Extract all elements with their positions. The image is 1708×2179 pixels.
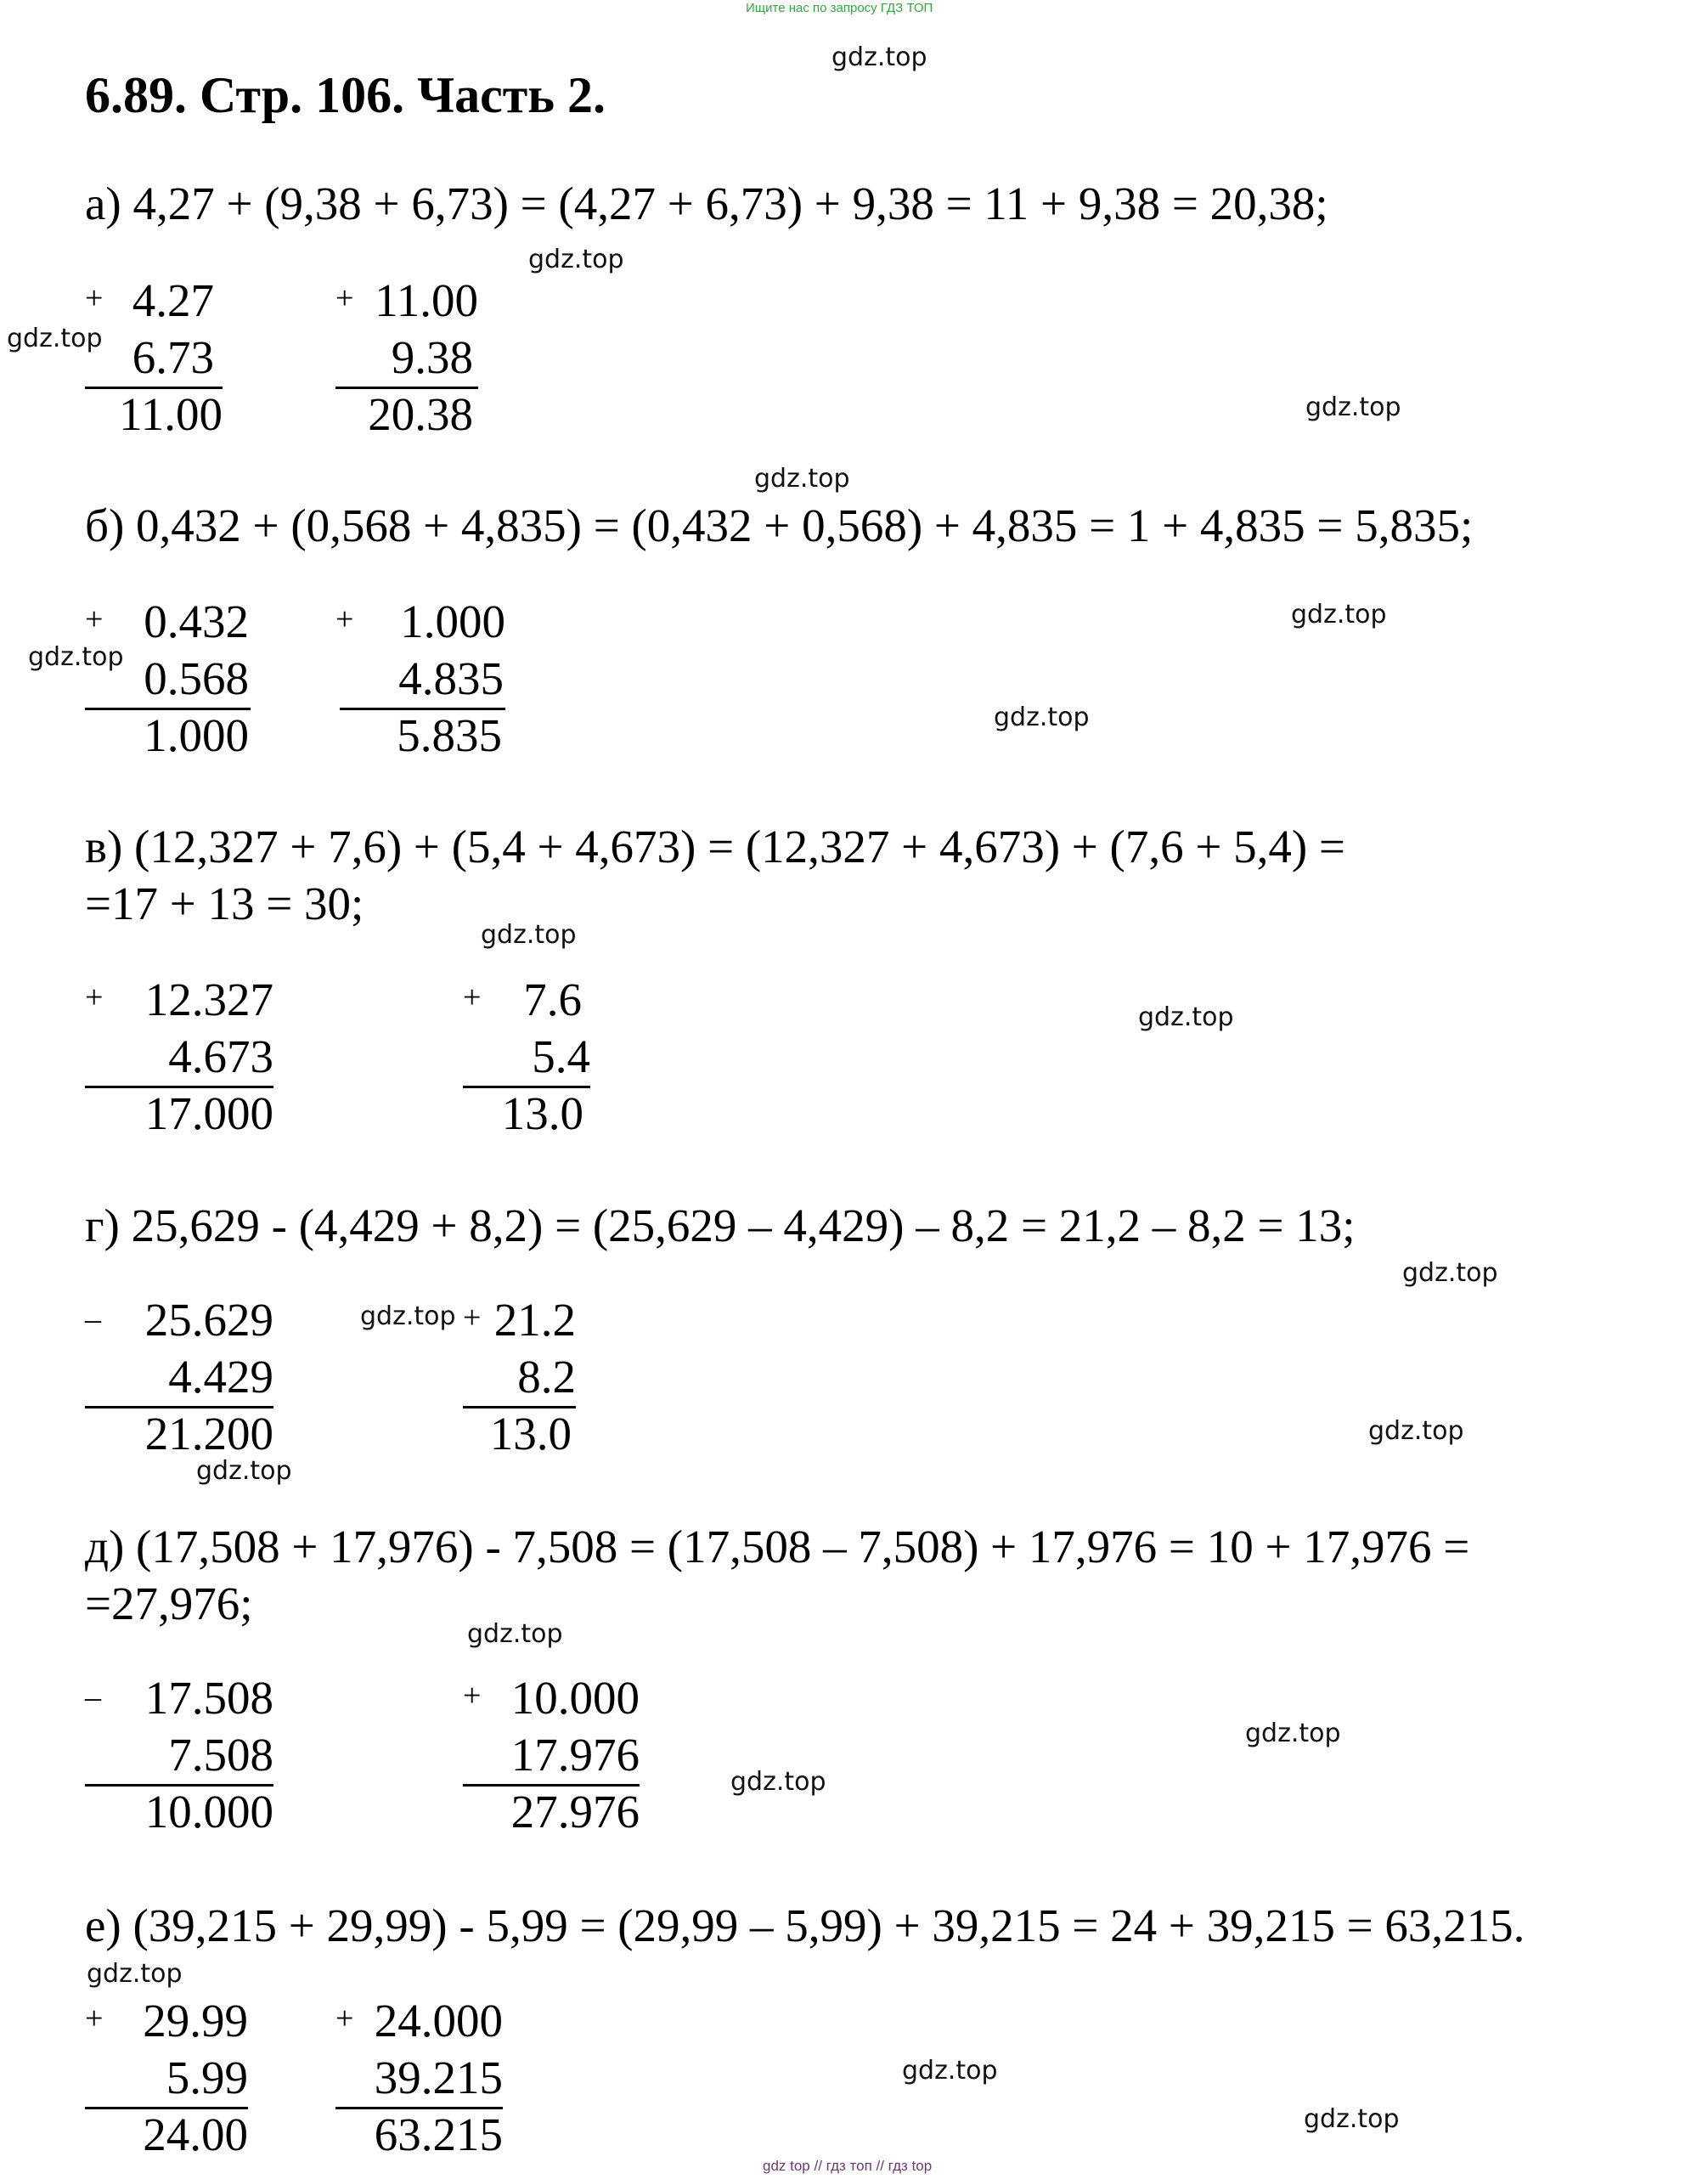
operand-bottom: 0.568 bbox=[144, 652, 249, 704]
watermark: gdz.top bbox=[730, 1767, 826, 1797]
watermark: gdz.top bbox=[754, 464, 850, 494]
operator-sign: + bbox=[85, 979, 104, 1015]
operand-top: 25.629 bbox=[144, 1294, 273, 1346]
result: 17.000 bbox=[144, 1087, 273, 1139]
operand-bottom: 5.4 bbox=[532, 1030, 590, 1082]
watermark: gdz.top bbox=[196, 1456, 292, 1486]
equation-g: г) 25,629 - (4,429 + 8,2) = (25,629 – 4,429) – 8,2 = 21,2 – 8,2 = 13; bbox=[85, 1200, 1356, 1251]
watermark: gdz.top bbox=[1402, 1258, 1498, 1288]
operator-sign: + bbox=[85, 601, 104, 637]
operand-top: 11.00 bbox=[375, 274, 478, 326]
operator-sign: + bbox=[335, 2001, 354, 2036]
operator-sign: + bbox=[463, 979, 482, 1015]
result: 13.0 bbox=[489, 1408, 572, 1459]
result: 10.000 bbox=[144, 1786, 273, 1837]
operand-top: 0.432 bbox=[144, 596, 249, 647]
operand-bottom: 4.835 bbox=[398, 652, 504, 704]
watermark: gdz.top bbox=[994, 703, 1090, 732]
watermark: gdz.top bbox=[7, 324, 103, 353]
operator-sign: – bbox=[85, 1679, 101, 1715]
result: 63.215 bbox=[374, 2108, 503, 2160]
operand-bottom: 39.215 bbox=[374, 2052, 503, 2103]
result: 20.38 bbox=[368, 388, 473, 440]
equation-d-line1: д) (17,508 + 17,976) - 7,508 = (17,508 – 7,508) + 17,976 = 10 + 17,976 = bbox=[85, 1521, 1470, 1572]
equation-a: а) 4,27 + (9,38 + 6,73) = (4,27 + 6,73) + 9,38 = 11 + 9,38 = 20,38; bbox=[85, 178, 1328, 229]
result: 24.00 bbox=[143, 2108, 248, 2160]
operand-bottom: 8.2 bbox=[517, 1351, 576, 1403]
operand-top: 29.99 bbox=[143, 1995, 248, 2046]
column-addition-a2 bbox=[335, 272, 478, 443]
result: 1.000 bbox=[144, 709, 249, 761]
operand-top: 24.000 bbox=[374, 1995, 503, 2046]
column-addition-g2 bbox=[463, 1291, 576, 1462]
operand-bottom: 17.976 bbox=[510, 1729, 640, 1781]
operator-sign: + bbox=[463, 1300, 482, 1335]
operand-bottom: 6.73 bbox=[132, 331, 214, 383]
column-addition-d2 bbox=[463, 1669, 640, 1840]
footer-links[interactable]: gdz top // гдз топ // гдз top bbox=[763, 2158, 933, 2174]
column-addition-e1 bbox=[85, 1992, 248, 2163]
column-addition-a1 bbox=[85, 272, 223, 443]
equation-v-line1: в) (12,327 + 7,6) + (5,4 + 4,673) = (12,327 + 4,673) + (7,6 + 5,4) = bbox=[85, 821, 1345, 872]
operand-top: 21.2 bbox=[493, 1294, 576, 1346]
operand-top: 12.327 bbox=[144, 974, 273, 1025]
watermark: gdz.top bbox=[831, 42, 927, 72]
column-addition-v1 bbox=[85, 971, 273, 1142]
watermark: gdz.top bbox=[1138, 1002, 1234, 1032]
result: 11.00 bbox=[119, 388, 223, 440]
operand-top: 1.000 bbox=[400, 596, 505, 647]
operator-sign: + bbox=[85, 2001, 104, 2036]
watermark: gdz.top bbox=[481, 920, 577, 950]
watermark: gdz.top bbox=[902, 2056, 998, 2086]
column-subtraction-g1 bbox=[85, 1291, 273, 1462]
operand-top: 7.6 bbox=[523, 974, 582, 1025]
watermark: gdz.top bbox=[528, 245, 624, 274]
search-hint-link[interactable]: Ищите нас по запросу ГДЗ ТОП bbox=[746, 1, 933, 15]
watermark: gdz.top bbox=[87, 1959, 183, 1989]
column-subtraction-d1 bbox=[85, 1669, 273, 1840]
equation-e: е) (39,215 + 29,99) - 5,99 = (29,99 – 5,99) + 39,215 = 24 + 39,215 = 63,215. bbox=[85, 1900, 1525, 1951]
equation-d-line2: =27,976; bbox=[85, 1578, 253, 1629]
column-addition-b1 bbox=[85, 593, 251, 764]
operator-sign: + bbox=[463, 1678, 482, 1713]
watermark: gdz.top bbox=[1304, 2104, 1400, 2134]
watermark: gdz.top bbox=[1245, 1719, 1341, 1748]
result: 21.200 bbox=[144, 1408, 273, 1459]
column-addition-v2 bbox=[463, 971, 590, 1142]
equation-v-line2: =17 + 13 = 30; bbox=[85, 878, 364, 929]
operand-bottom: 4.429 bbox=[168, 1351, 273, 1403]
watermark: gdz.top bbox=[1305, 392, 1401, 422]
operator-sign: + bbox=[85, 280, 104, 316]
result: 5.835 bbox=[397, 709, 502, 761]
operand-top: 17.508 bbox=[144, 1672, 273, 1724]
watermark: gdz.top bbox=[1291, 600, 1387, 629]
result: 27.976 bbox=[510, 1786, 640, 1837]
operator-sign: + bbox=[335, 601, 354, 637]
operator-sign: + bbox=[335, 280, 354, 316]
operand-bottom: 7.508 bbox=[168, 1729, 273, 1781]
operand-bottom: 9.38 bbox=[391, 331, 473, 383]
equation-b: б) 0,432 + (0,568 + 4,835) = (0,432 + 0,568) + 4,835 = 1 + 4,835 = 5,835; bbox=[85, 500, 1474, 551]
watermark: gdz.top bbox=[360, 1301, 456, 1331]
operand-bottom: 5.99 bbox=[166, 2052, 248, 2103]
watermark: gdz.top bbox=[1368, 1416, 1464, 1446]
operand-top: 4.27 bbox=[132, 274, 214, 326]
operand-top: 10.000 bbox=[510, 1672, 640, 1724]
column-addition-b2 bbox=[335, 593, 505, 764]
column-addition-e2 bbox=[335, 1992, 503, 2163]
operator-sign: – bbox=[85, 1301, 101, 1337]
watermark: gdz.top bbox=[28, 642, 124, 672]
result: 13.0 bbox=[501, 1087, 583, 1139]
watermark: gdz.top bbox=[467, 1619, 563, 1649]
operand-bottom: 4.673 bbox=[168, 1030, 273, 1082]
page-title: 6.89. Стр. 106. Часть 2. bbox=[85, 67, 606, 123]
